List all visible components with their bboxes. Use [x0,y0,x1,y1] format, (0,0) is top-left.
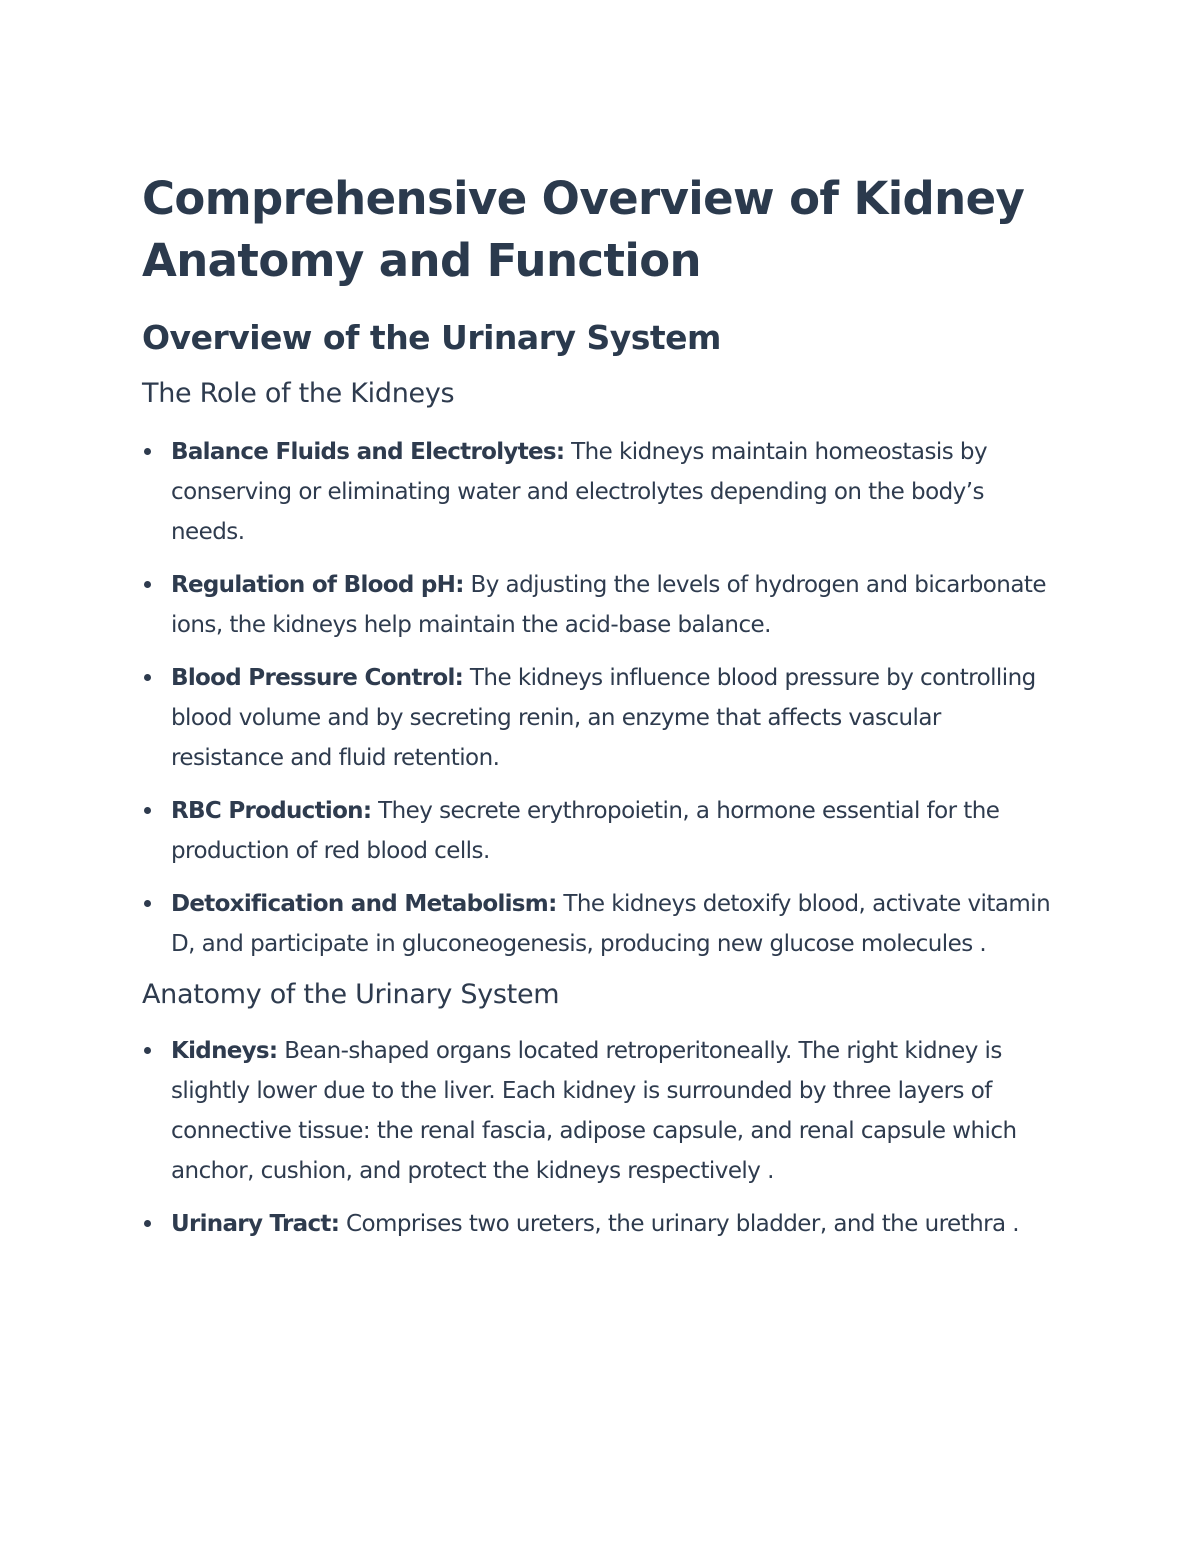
list-item-text: By adjusting the levels of hydrogen and bicarbonate ions, the kidneys help maintain the acid-base balance. [171,572,1046,638]
bullet-icon [144,1220,151,1227]
document-title: Comprehensive Overview of Kidney Anatomy and Function [142,172,1025,287]
list-item-text: The kidneys influence blood pressure by controlling blood volume and by secreting renin, an enzyme that affects vascular resistance and fluid retention. [171,665,1036,771]
subsection-heading-role: The Role of the Kidneys [142,378,455,409]
subsection-heading-anatomy: Anatomy of the Urinary System [142,979,560,1010]
bullet-icon [144,448,151,455]
bullet-icon [144,1047,151,1054]
bullet-icon [144,581,151,588]
list-item-text: They secrete erythropoietin, a hormone essential for the production of red blood cells. [171,798,1000,864]
list-item [142,565,1057,645]
list-item-term: Detoxification and Metabolism: [171,891,557,917]
list-item [142,432,1057,552]
list-item-text: Bean-shaped organs located retroperitoneally. The right kidney is slightly lower due to the liver. Each kidney is surrounded by three layers of connective tissue: the renal fascia, adipose capsule, and renal capsule which anchor, cushion, and protect the kidneys respectively . [171,1038,1017,1184]
list-item [142,1031,1057,1191]
list-item [142,884,1057,964]
bullet-icon [144,674,151,681]
list-item-term: Regulation of Blood pH: [171,572,464,598]
document-page [142,168,1057,1244]
bullet-icon [144,807,151,814]
list-item-term: Kidneys: [171,1038,278,1064]
anatomy-list [142,1031,1057,1244]
list-item [142,658,1057,778]
list-item-term: Blood Pressure Control: [171,665,464,691]
role-list [142,432,1057,964]
list-item-text: The kidneys detoxify blood, activate vitamin D, and participate in gluconeogenesis, producing new glucose molecules . [171,891,1051,957]
bullet-icon [144,900,151,907]
list-item-term: Urinary Tract: [171,1211,340,1237]
list-item-term: Balance Fluids and Electrolytes: [171,439,565,465]
list-item [142,791,1057,871]
section-heading: Overview of the Urinary System [142,318,721,357]
list-item [142,1204,1057,1244]
list-item-text: The kidneys maintain homeostasis by conserving or eliminating water and electrolytes depending on the body’s needs. [171,439,988,545]
list-item-term: RBC Production: [171,798,372,824]
list-item-text: Comprises two ureters, the urinary bladder, and the urethra . [339,1211,1020,1237]
